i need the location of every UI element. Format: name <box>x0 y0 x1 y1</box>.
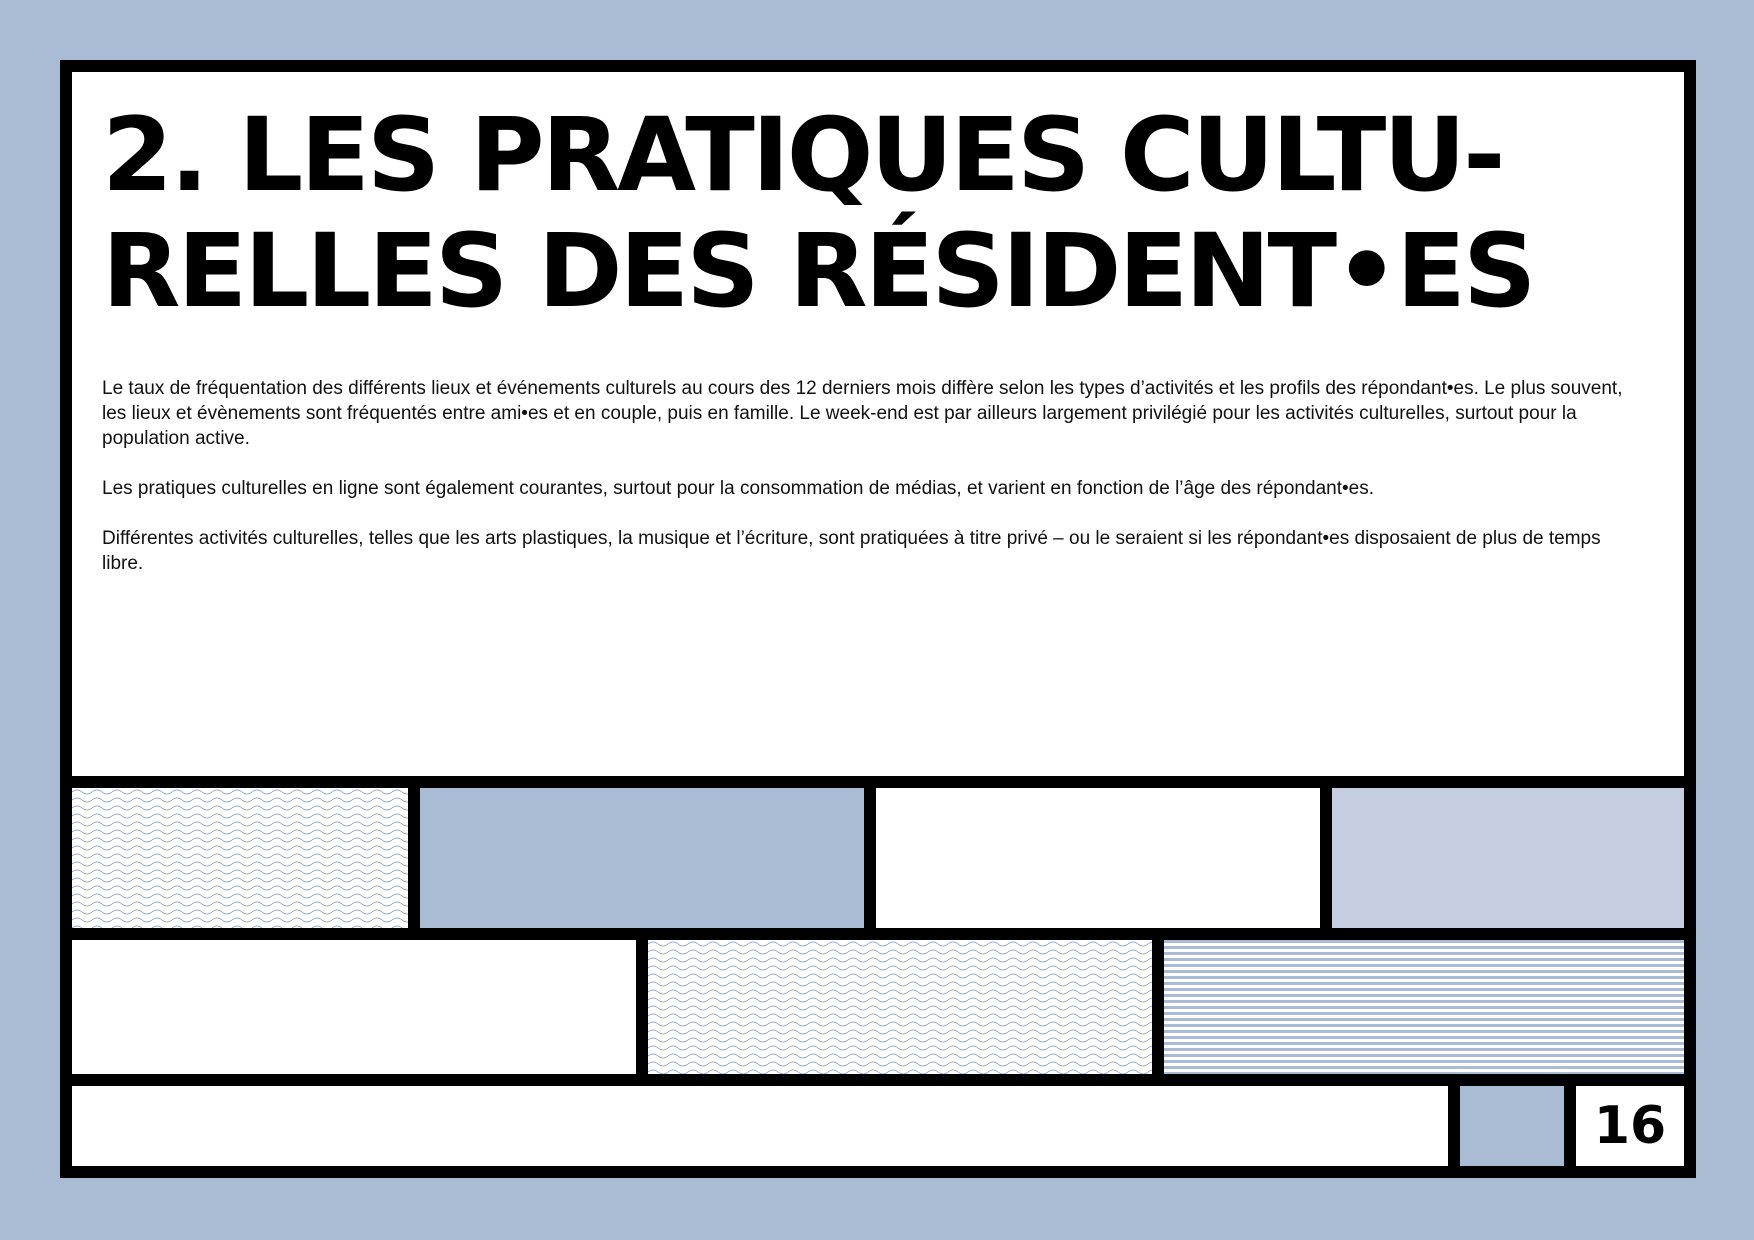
page-title <box>102 98 1654 330</box>
decor-block-blue-2 <box>1460 1086 1564 1166</box>
decor-block-blue-1 <box>420 788 864 928</box>
main-panel <box>72 72 1684 776</box>
decor-block-white-2 <box>72 940 636 1074</box>
page-number: 16 <box>1576 1086 1684 1166</box>
paragraph-private: Différentes activités culturelles, telles que les arts plastiques, la musique et l’écriture, sont pratiquées à titre privé – ou le seraient si les répondant•es disposaient de plus de temps libre. <box>102 528 1601 574</box>
paragraph-online: Les pratiques culturelles en ligne sont également courantes, surtout pour la consommation de médias, et varient en fonction de l’âge des répondant•es. <box>102 478 1374 499</box>
decor-block-white-3 <box>72 1086 1448 1166</box>
paragraph-intro: Le taux de fréquentation des différents lieux et événements culturels au cours des 12 derniers mois diffère selon les types d’activités et les profils des répondant•es. Le plus souvent, les lieux et évènements sont fréquentés entre ami•es et en couple, puis en famille. Le week-end est par ailleurs largement privilégié pour les activités culturelles, surtout pour la population active. <box>102 378 1623 449</box>
decor-block-white-1 <box>876 788 1320 928</box>
title-line-1: 2. LES PRATIQUES CULTU- <box>102 96 1503 215</box>
decor-block-light-blue <box>1332 788 1684 928</box>
page-frame <box>60 60 1696 1178</box>
decor-block-stripes <box>1164 940 1684 1074</box>
title-line-2: RELLES DES RÉSIDENT•ES <box>102 212 1534 331</box>
decor-block-wave-1 <box>72 788 408 928</box>
decor-block-wave-2 <box>648 940 1152 1074</box>
